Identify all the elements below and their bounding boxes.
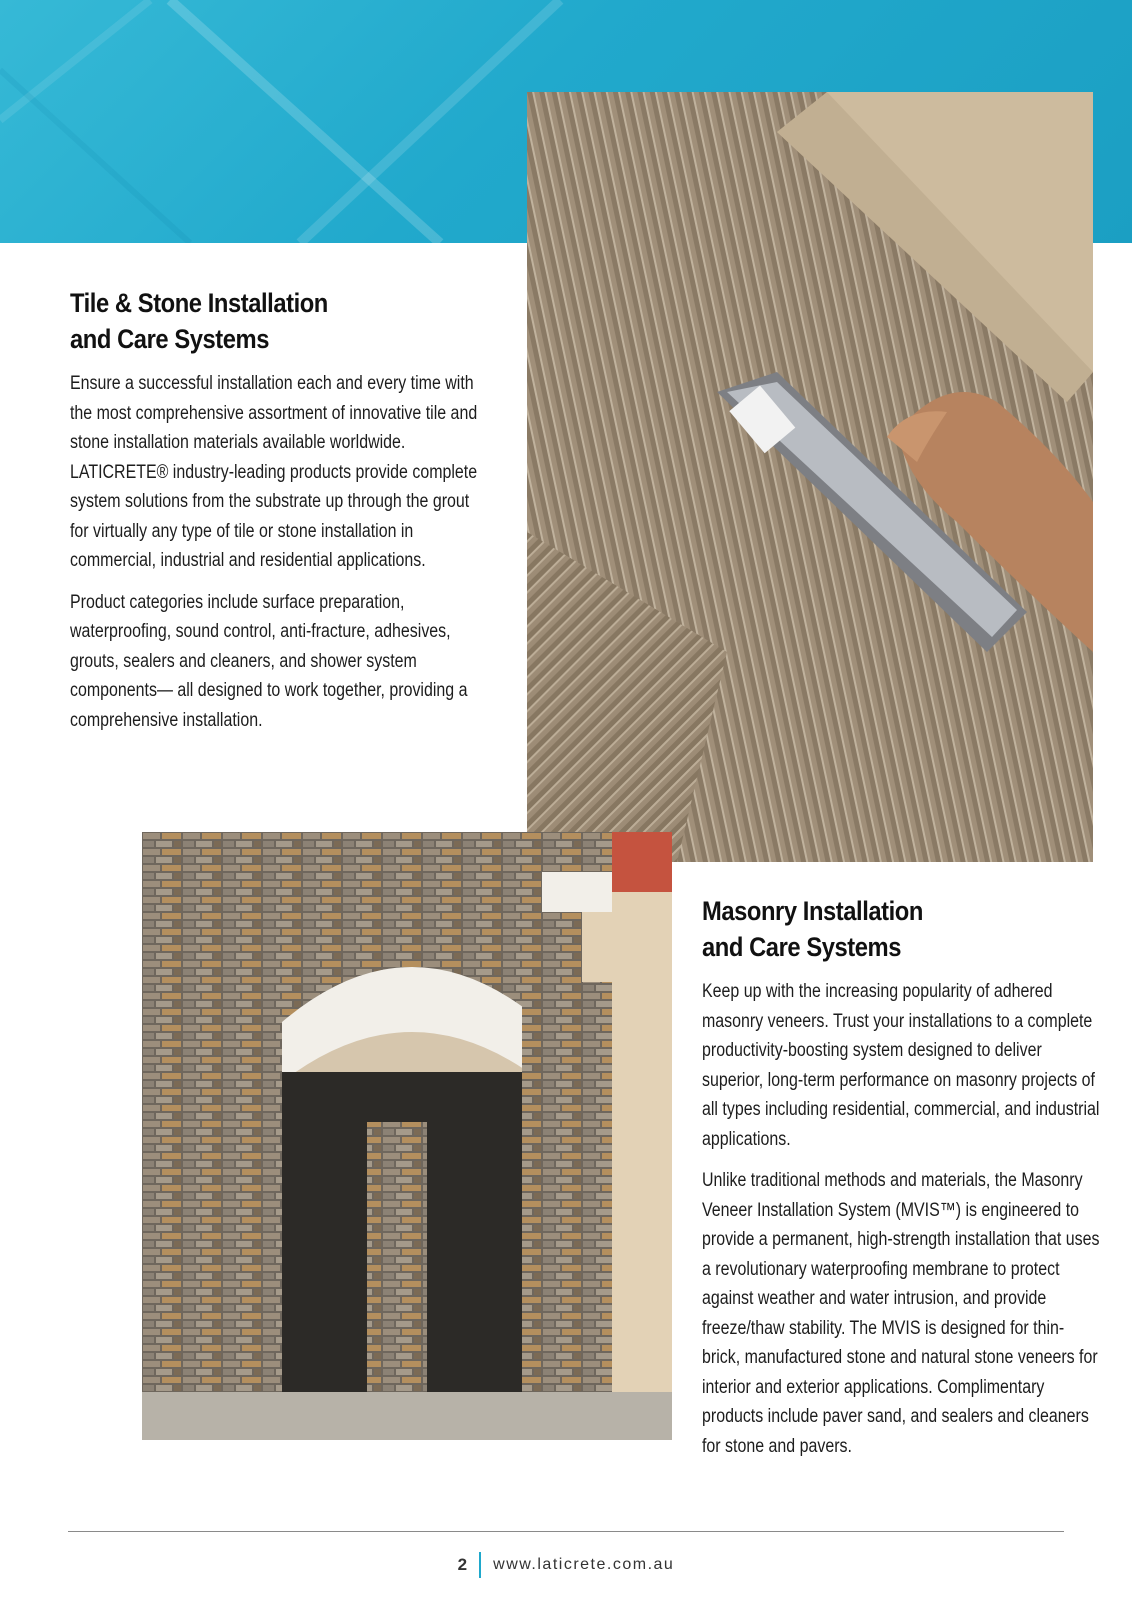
stone-veneer-building-photo bbox=[142, 832, 672, 1440]
tile-stone-heading bbox=[70, 285, 440, 357]
page-footer bbox=[0, 1552, 1132, 1582]
masonry-paragraph-1: Keep up with the increasing popularity of adhered masonry veneers. Trust your installations to a complete productivity-boosting system designed to deliver superior, long-term performance on masonry projects of all types including residential, commercial, and industrial applications. bbox=[702, 981, 1100, 1150]
website-link[interactable]: www.laticrete.com.au bbox=[493, 1556, 675, 1573]
masonry-section bbox=[702, 893, 1102, 1473]
tile-stone-title-line1: Tile & Stone Installation bbox=[70, 288, 328, 318]
footer-separator bbox=[479, 1552, 481, 1578]
footer-divider bbox=[68, 1531, 1064, 1532]
tile-stone-paragraph-1: Ensure a successful installation each and every time with the most comprehensive assortment of innovative tile and stone installation materials available worldwide. LATICRETE® industry-leading products provide complete system solutions from the substrate up through the grout for virtually any type of tile or stone installation in commercial, industrial and residential applications. bbox=[70, 373, 478, 571]
tile-trowel-photo bbox=[527, 92, 1093, 862]
masonry-title-line1: Masonry Installation bbox=[702, 896, 923, 926]
masonry-title-line2: and Care Systems bbox=[702, 932, 901, 962]
page-number: 2 bbox=[457, 1555, 468, 1574]
tile-stone-section bbox=[70, 285, 490, 747]
tile-stone-paragraph-2: Product categories include surface preparation, waterproofing, sound control, anti-fracture, adhesives, grouts, sealers and cleaners, and shower system components— all designed to work together, providing a comprehensive installation. bbox=[70, 591, 468, 731]
masonry-heading bbox=[702, 893, 1054, 965]
tile-stone-title-line2: and Care Systems bbox=[70, 324, 269, 354]
masonry-paragraph-2: Unlike traditional methods and materials, the Masonry Veneer Installation System (MVIS™) is engineered to provide a permanent, high-strength installation that uses a revolutionary waterproofing membrane to protect against weather and water intrusion, and provide freeze/thaw stability. The MVIS is designed for thin-brick, manufactured stone and natural stone veneers for interior and exterior applications. Complimentary products include paver sand, and sealers and cleaners for stone and pavers. bbox=[702, 1170, 1100, 1457]
